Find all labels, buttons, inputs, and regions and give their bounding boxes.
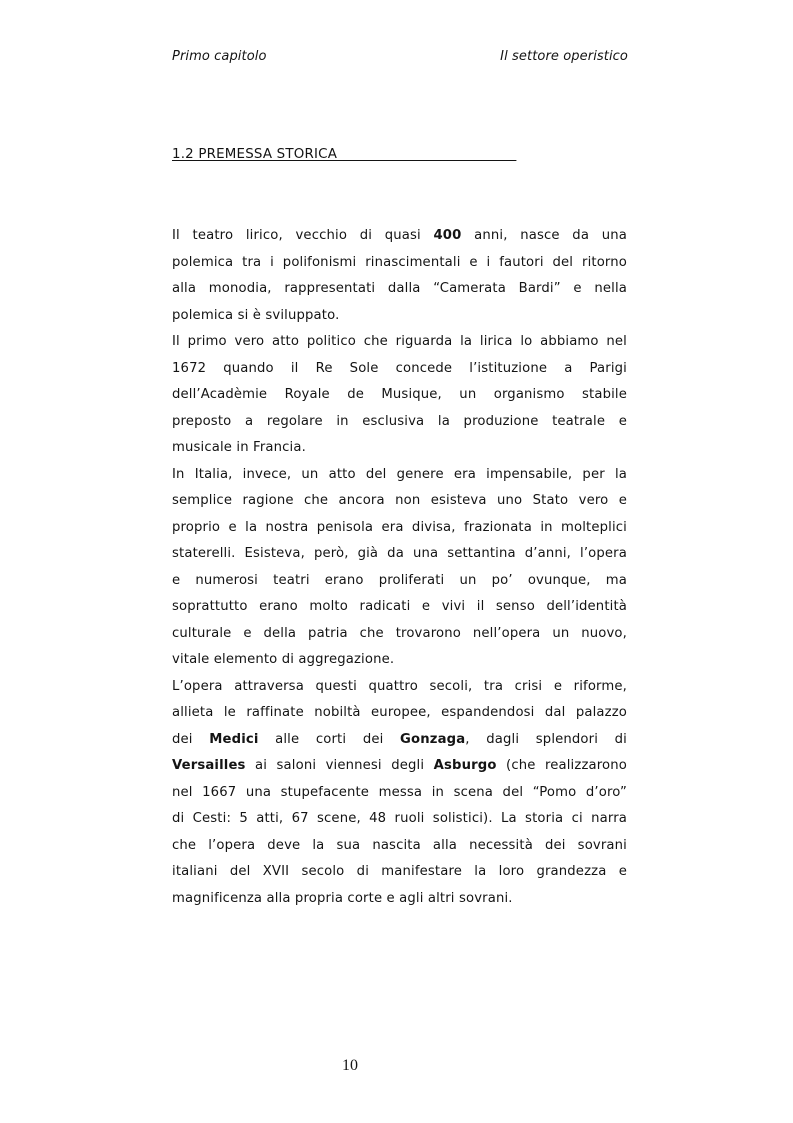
chapter-label: Primo capitolo (172, 49, 267, 64)
text-line (172, 886, 627, 913)
text-run: di Cesti: 5 atti, 67 scene, 48 ruoli solistici). La storia ci narra (172, 811, 627, 826)
text-run: vitale elemento di aggregazione. (172, 652, 395, 667)
text-run: alle corti dei (258, 731, 401, 747)
text-run: dell’Acadèmie Royale de Musique, un organismo stabile (172, 387, 627, 402)
text-run: Il primo vero atto politico che riguarda la lirica lo abbiamo nel (172, 334, 627, 349)
text-run: staterelli. Esisteva, però, già da una settantina d’anni, l’opera (172, 546, 627, 561)
text-run: dei (172, 731, 210, 747)
text-line (172, 488, 627, 515)
page-number: 10 (342, 1057, 358, 1074)
text-line (172, 700, 627, 727)
text-line (172, 303, 627, 330)
section-heading: 1.2 PREMESSA STORICA__________________________ (172, 147, 517, 162)
text-run: allieta le raffinate nobiltà europee, espandendosi dal palazzo (172, 705, 627, 720)
text-line (172, 250, 627, 277)
text-line (172, 727, 627, 754)
text-run: In Italia, invece, un atto del genere era impensabile, per la (172, 466, 627, 482)
text-run: magnificenza alla propria corte e agli altri sovrani. (172, 890, 513, 906)
bold-term: Versailles (172, 758, 246, 773)
text-run: L’opera attraversa questi quattro secoli, tra crisi e riforme, (172, 678, 627, 694)
text-run: culturale e della patria che trovarono nell’opera un nuovo, (172, 625, 627, 641)
text-line (172, 833, 627, 860)
text-run: che l’opera deve la sua nascita alla necessità dei sovrani (172, 837, 627, 853)
text-run: italiani del XVII secolo di manifestare la loro grandezza e (172, 864, 627, 879)
paragraph (172, 223, 627, 329)
text-line (172, 515, 627, 542)
chapter-title: Il settore operistico (500, 49, 628, 64)
text-line (172, 674, 627, 701)
text-run: 1672 quando il Re Sole concede l’istituzione a Parigi (172, 360, 627, 376)
text-line (172, 753, 627, 780)
text-run: semplice ragione che ancora non esisteva uno Stato vero e (172, 493, 627, 508)
text-run: (che realizzarono (496, 758, 627, 773)
text-line (172, 409, 627, 436)
text-run: alla monodia, rappresentati dalla “Camerata Bardi” e nella (172, 281, 627, 296)
text-run: musicale in Francia. (172, 440, 306, 455)
text-run: preposto a regolare in esclusiva la produzione teatrale e (172, 413, 627, 429)
text-line (172, 568, 627, 595)
text-line (172, 780, 627, 807)
bold-term: Gonzaga (400, 731, 466, 747)
text-line (172, 594, 627, 621)
text-line (172, 223, 627, 250)
paragraph (172, 674, 627, 913)
text-run: e numerosi teatri erano proliferati un po’ ovunque, ma (172, 572, 627, 588)
text-line (172, 435, 627, 462)
bold-term: Medici (209, 731, 259, 747)
text-line (172, 806, 627, 833)
text-run: proprio e la nostra penisola era divisa, frazionata in molteplici (172, 519, 627, 535)
bold-term: Asburgo (433, 758, 497, 773)
text-line (172, 621, 627, 648)
text-run: anni, nasce da una (461, 228, 627, 243)
text-run: ai saloni viennesi degli (245, 758, 434, 773)
body-text (172, 223, 627, 912)
text-run: polemica si è sviluppato. (172, 307, 340, 323)
paragraph (172, 462, 627, 674)
text-run: soprattutto erano molto radicati e vivi il senso dell’identità (172, 599, 627, 614)
paragraph (172, 329, 627, 462)
text-line (172, 356, 627, 383)
bold-term: 400 (433, 228, 462, 243)
text-line (172, 276, 627, 303)
text-line (172, 462, 627, 489)
text-line (172, 647, 627, 674)
running-header (172, 48, 628, 66)
text-run: polemica tra i polifonismi rinascimentali e i fautori del ritorno (172, 254, 627, 270)
text-line (172, 859, 627, 886)
text-line (172, 541, 627, 568)
text-line (172, 382, 627, 409)
text-run: , dagli splendori di (465, 731, 627, 747)
text-run: Il teatro lirico, vecchio di quasi (172, 228, 434, 243)
text-run: nel 1667 una stupefacente messa in scena del “Pomo d’oro” (172, 784, 627, 800)
text-line (172, 329, 627, 356)
